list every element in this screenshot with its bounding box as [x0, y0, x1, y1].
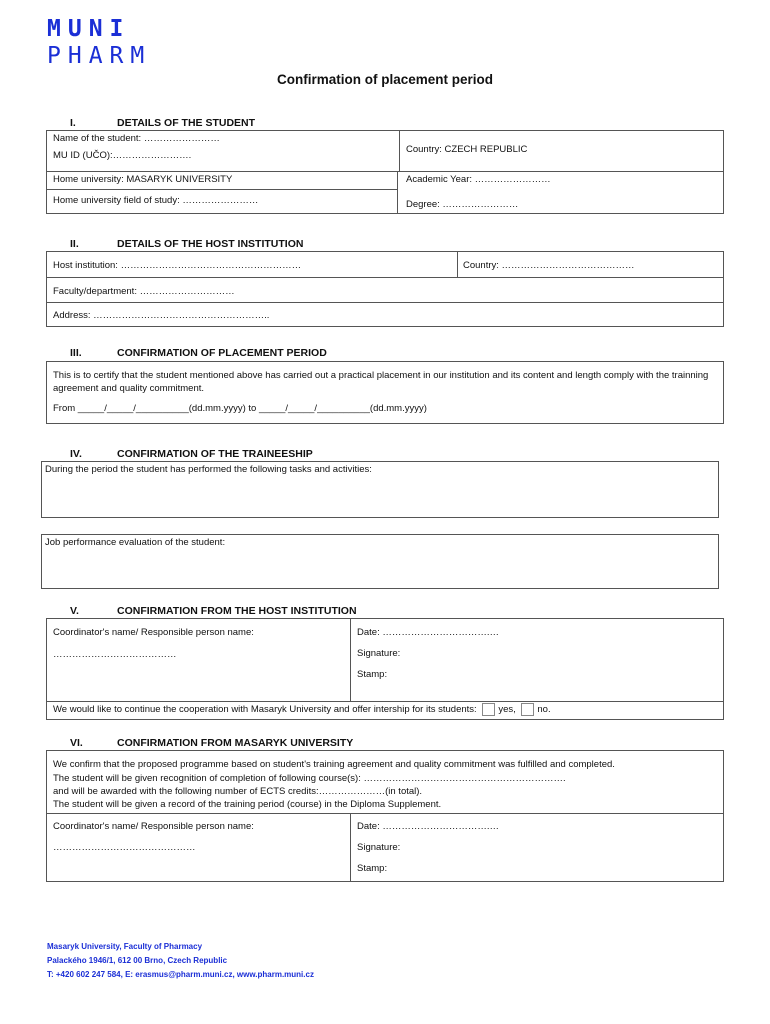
muni-date-field[interactable]: Date: …………………………….…: [357, 821, 499, 832]
faculty-department-field[interactable]: Faculty/department: …………………………: [53, 286, 235, 297]
logo-line-1: MUNI: [47, 16, 131, 42]
section-4-number: IV.: [70, 448, 82, 460]
no-label: no.: [537, 704, 551, 716]
placement-period-box: [46, 361, 724, 424]
section-3-label: CONFIRMATION OF PLACEMENT PERIOD: [117, 347, 327, 359]
section-6-label: CONFIRMATION FROM MASARYK UNIVERSITY: [117, 737, 354, 749]
muni-pharm-logo: [47, 16, 151, 70]
section-4-label: CONFIRMATION OF THE TRAINEESHIP: [117, 448, 313, 460]
cooperation-text: We would like to continue the cooperation with Masaryk University and offer intership for its students:: [53, 704, 477, 716]
certification-text: This is to certify that the student mentioned above has carried out a practical placement in our institution and its content and length comply with the trainning agreement and quality commitment.: [53, 370, 709, 394]
yes-label: yes,: [498, 704, 516, 716]
host-confirmation-box: [46, 618, 724, 720]
confirm-line-4: The student will be given a record of the training period (course) in the Diploma Supplement.: [53, 799, 442, 810]
host-stamp-label: Stamp:: [357, 669, 388, 680]
home-university: Home university: MASARYK UNIVERSITY: [53, 174, 233, 185]
muni-coordinator-field[interactable]: ………………………………………: [53, 842, 196, 853]
mu-id-field[interactable]: MU ID (UČO):…………………….: [53, 150, 192, 161]
section-5-label: CONFIRMATION FROM THE HOST INSTITUTION: [117, 605, 357, 617]
muni-signature-label: Signature:: [357, 842, 401, 853]
logo-line-2: PHARM: [47, 43, 152, 69]
address-field[interactable]: Address: ………………………………………………..: [53, 310, 270, 321]
muni-confirmation-box: [46, 750, 724, 882]
no-checkbox[interactable]: [521, 703, 534, 716]
section-1-label: DETAILS OF THE STUDENT: [117, 117, 256, 129]
muni-stamp-label: Stamp:: [357, 863, 388, 874]
section-1-number: I.: [70, 117, 76, 129]
host-signature-label: Signature:: [357, 648, 401, 659]
section-2-label: DETAILS OF THE HOST INSTITUTION: [117, 238, 304, 250]
period-dates-field[interactable]: From _____/_____/__________(dd.mm.yyyy) to _____/_____/__________(dd.mm.yyyy): [53, 403, 427, 414]
footer-contact: [47, 940, 314, 982]
student-name-field[interactable]: Name of the student: ……………………: [53, 133, 220, 144]
host-coordinator-field[interactable]: …………………………………: [53, 649, 177, 660]
page-title: Confirmation of placement period: [276, 72, 493, 87]
section-6-number: VI.: [70, 737, 83, 749]
job-evaluation-label: Job performance evaluation of the student:: [45, 537, 226, 548]
student-details-box: [46, 130, 724, 214]
footer-line-1: Masaryk University, Faculty of Pharmacy: [47, 942, 203, 951]
section-3-number: III.: [70, 347, 82, 359]
tasks-activities-box[interactable]: [41, 461, 719, 518]
footer-line-2: Palackého 1946/1, 612 00 Brno, Czech Republic: [47, 956, 228, 965]
confirm-line-3: and will be awarded with the following number of ECTS credits:…………………(in total).: [53, 786, 423, 797]
section-2-number: II.: [70, 238, 79, 250]
tasks-activities-label: During the period the student has performed the following tasks and activities:: [45, 464, 372, 475]
host-coordinator-label: Coordinator's name/ Responsible person name:: [53, 627, 254, 638]
confirm-line-2: The student will be given recognition of completion of following course(s): ……………………………………………………….: [53, 773, 566, 784]
footer-line-3: T: +420 602 247 584, E: erasmus@pharm.muni.cz, www.pharm.muni.cz: [47, 970, 314, 979]
academic-year-field[interactable]: Academic Year: ……………………: [406, 174, 551, 185]
cooperation-row: [53, 703, 551, 716]
section-5-number: V.: [70, 605, 79, 617]
degree-field[interactable]: Degree: ……………………: [406, 199, 519, 210]
muni-coordinator-label: Coordinator's name/ Responsible person name:: [53, 821, 254, 832]
host-country-field[interactable]: Country: ……………………………………: [463, 260, 635, 271]
student-country: Country: CZECH REPUBLIC: [406, 144, 528, 155]
host-institution-field[interactable]: Host institution: …………………………………………………: [53, 260, 302, 271]
job-evaluation-box[interactable]: [41, 534, 719, 589]
host-institution-box: [46, 251, 724, 327]
yes-checkbox[interactable]: [482, 703, 495, 716]
field-of-study-field[interactable]: Home university field of study: ……………………: [53, 195, 259, 206]
host-date-field[interactable]: Date: …………………………….…: [357, 627, 499, 638]
confirm-line-1: We confirm that the proposed programme based on student's training agreement and quality commitment was fulfilled and completed.: [53, 759, 615, 770]
